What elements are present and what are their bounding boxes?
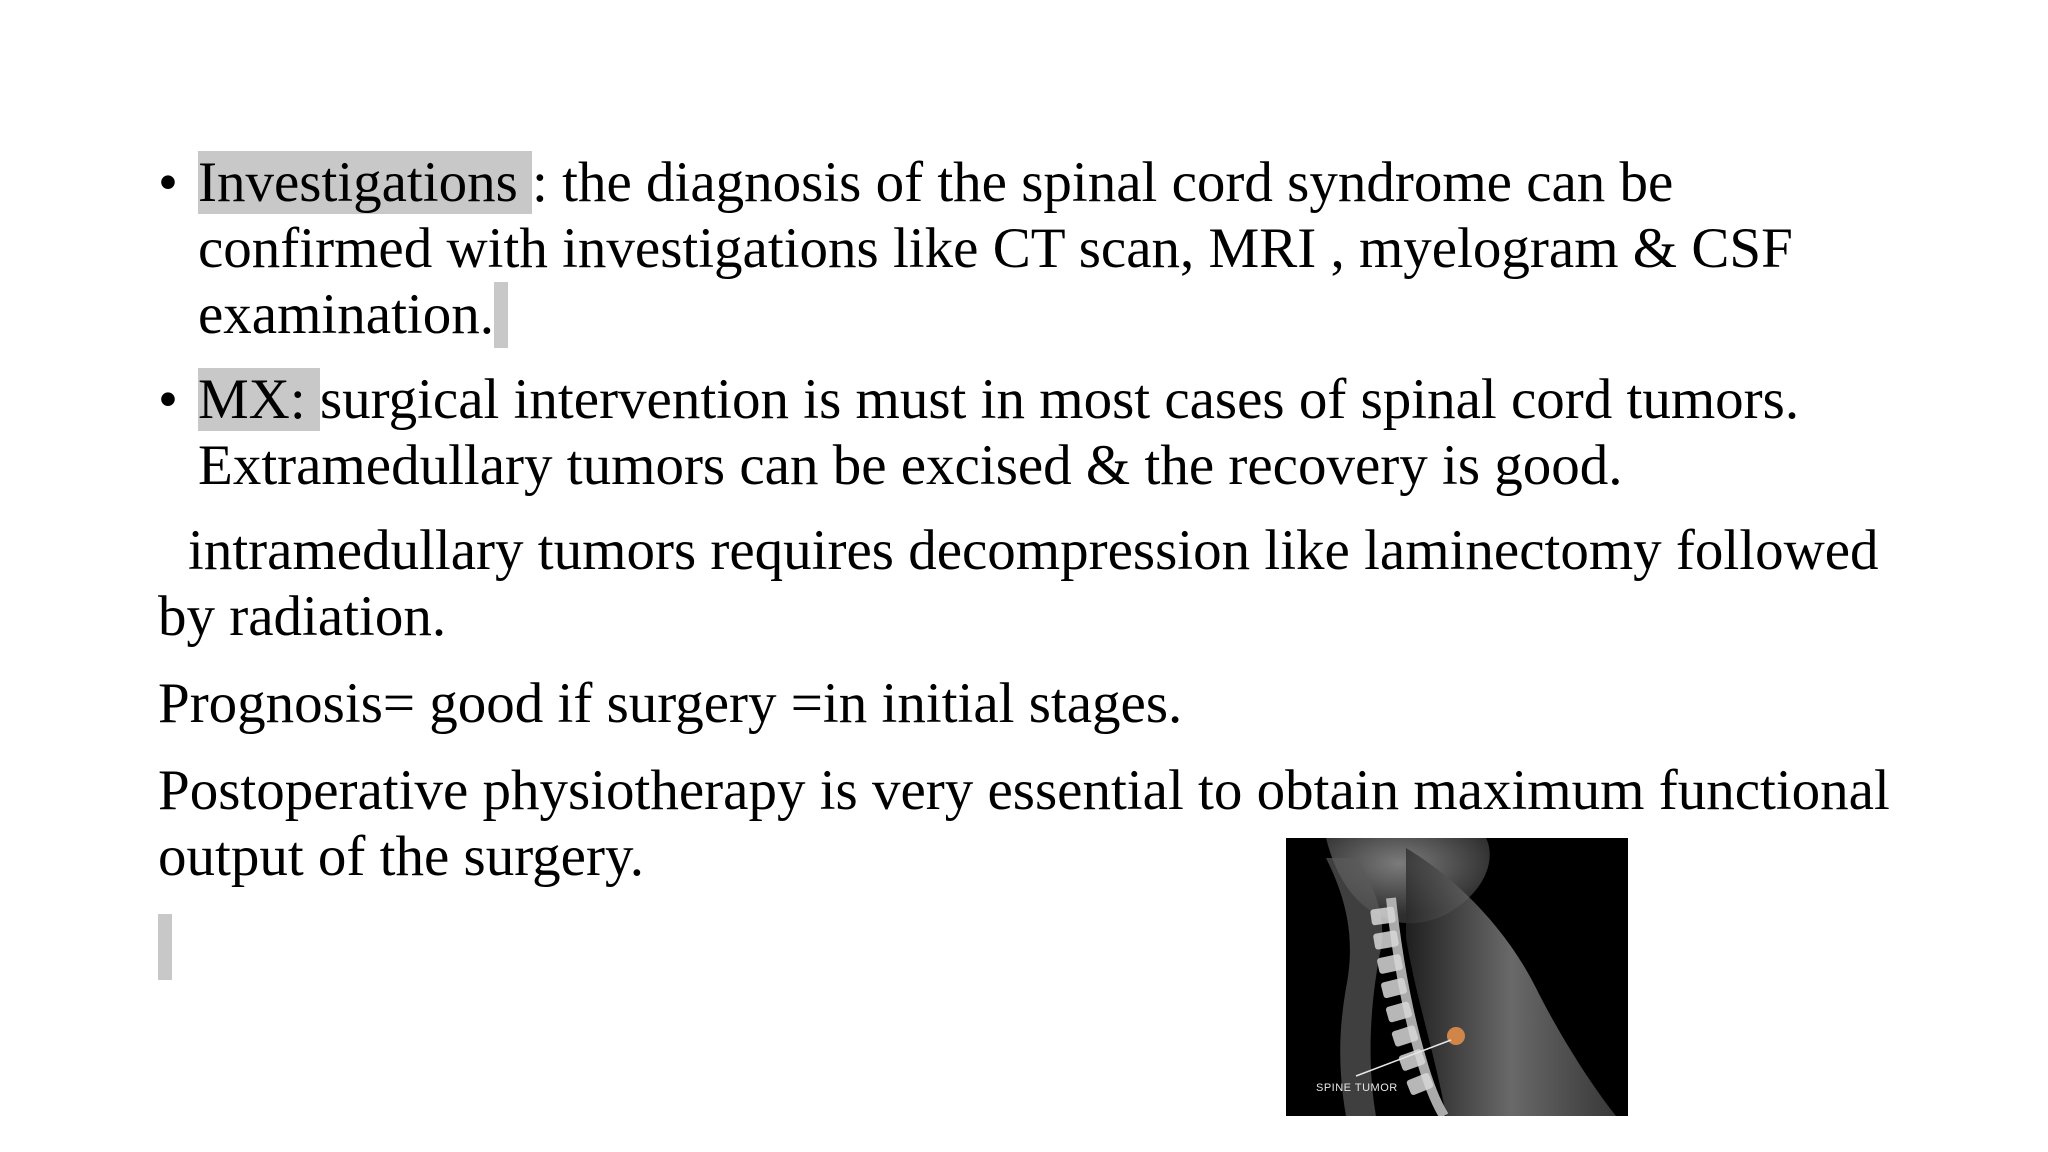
tumor-marker	[1447, 1027, 1465, 1045]
bullet-marker: •	[158, 368, 178, 431]
paragraph-postoperative: Postoperative physiotherapy is very essential to obtain maximum functional output of the surgery.	[158, 759, 1890, 888]
paragraph-intramedullary: intramedullary tumors requires decompression like laminectomy followed by radiation.	[158, 519, 1879, 648]
bullet-label-mx: MX:	[198, 368, 320, 431]
bullet-label-investigations: Investigations	[198, 151, 533, 214]
paragraph-prognosis: Prognosis= good if surgery =in initial stages.	[158, 672, 1183, 735]
slide-content	[158, 150, 1918, 911]
bullet-mx	[158, 367, 1918, 499]
selection-mark	[494, 282, 508, 348]
text-cursor-mark	[158, 914, 172, 980]
bullet-text-mx: surgical intervention is must in most cases of spinal cord tumors. Extramedullary tumors can be excised & the recovery is good.	[198, 368, 1800, 497]
mri-spine-image	[1286, 838, 1628, 1116]
mri-illustration	[1286, 838, 1628, 1116]
bullet-text-investigations: : the diagnosis of the spinal cord syndrome can be confirmed with investigations like CT scan, MRI , myelogram & CSF examination.	[198, 151, 1793, 346]
mri-label: SPINE TUMOR	[1316, 1082, 1398, 1094]
bullet-investigations	[158, 150, 1918, 348]
bullet-marker: •	[158, 151, 178, 214]
